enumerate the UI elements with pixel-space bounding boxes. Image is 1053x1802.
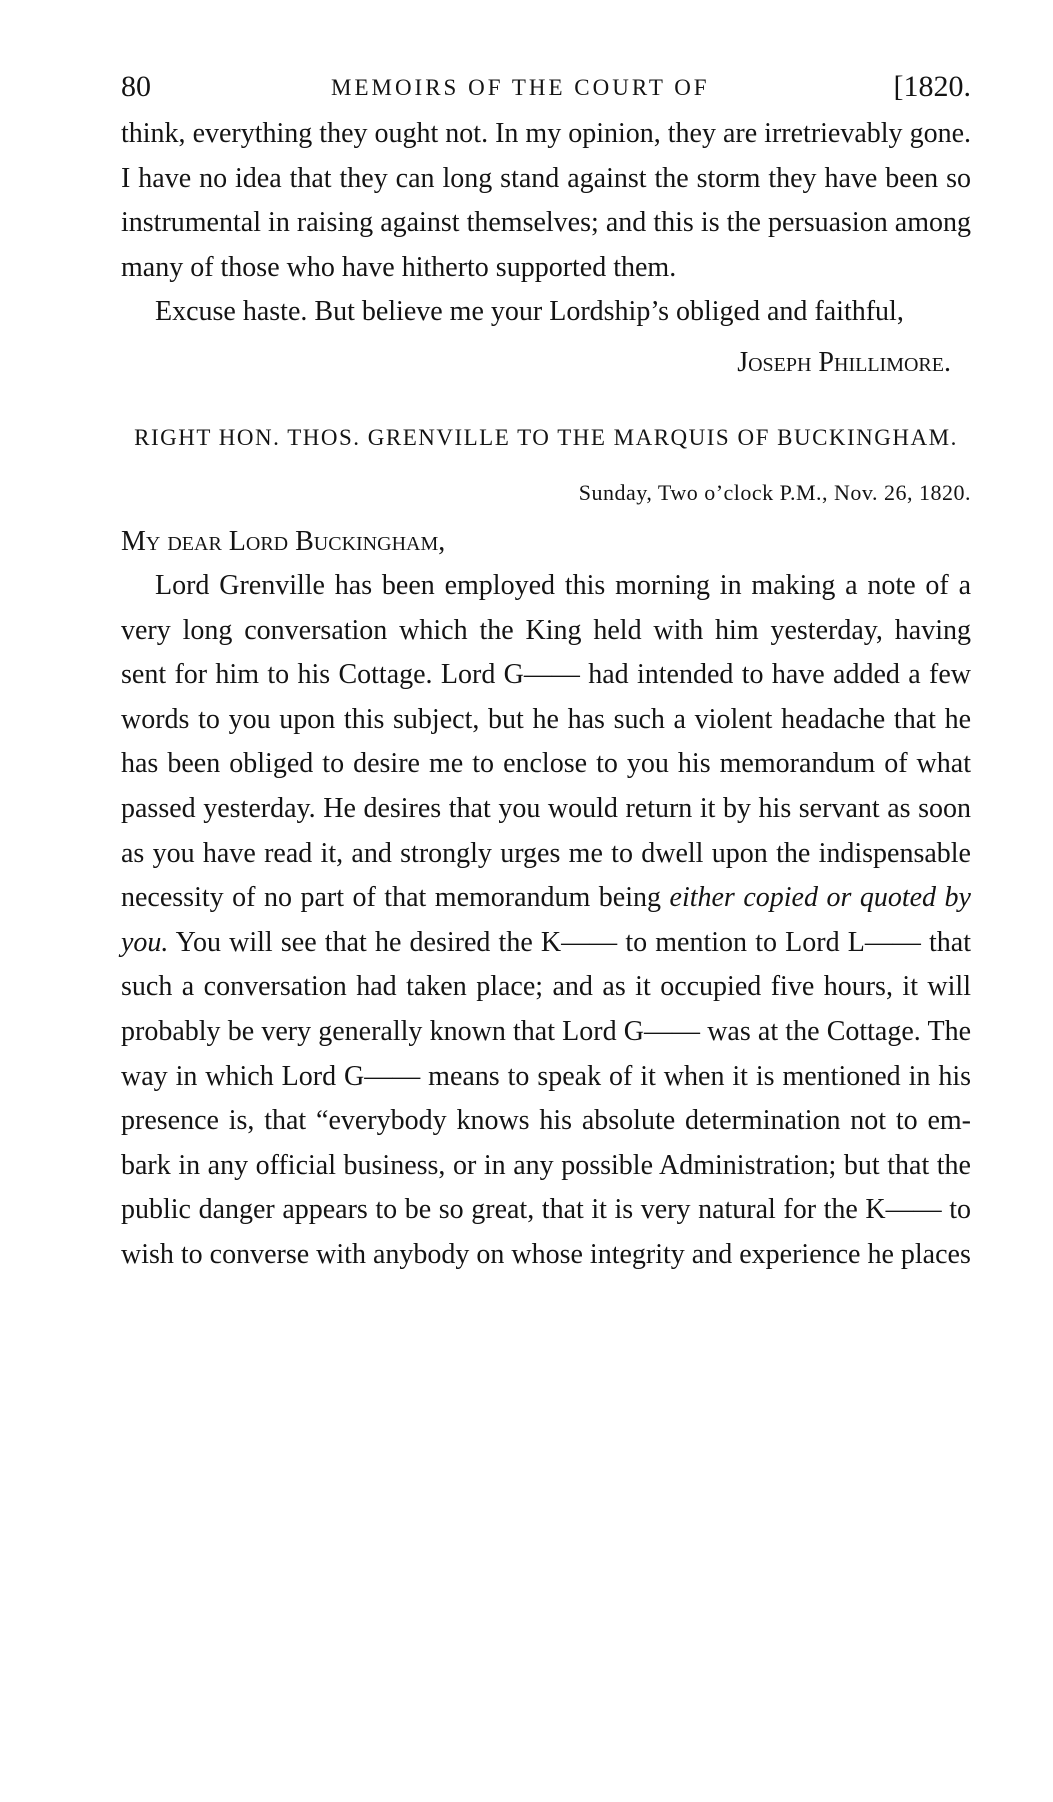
letter-body-text-continued: You will see that he desired the K—— to mention to Lord L—— that such a conversation had taken place; and as it occupied five hours, it will probably be very generally known that Lord G—— was at the Cottage. The way in which Lord G—— means to speak of it when it is mentioned in his presence is, that “everybody knows his absolute determination not to embark in any official business, or in any possible Administration; but that the public danger appears to be so great, that it is very natural for the K—— to wish to converse with anybody on whose integrity and experience he places bbox=[121, 926, 971, 1270]
letter-body bbox=[121, 564, 971, 1278]
running-year: [1820. bbox=[893, 70, 971, 103]
page-number: 80 bbox=[121, 70, 151, 103]
book-page bbox=[121, 62, 971, 1277]
letter-heading: RIGHT HON. THOS. GRENVILLE TO THE MARQUIS OF BUCKINGHAM. bbox=[134, 424, 958, 450]
previous-letter-closing: Excuse haste. But believe me your Lordship’s obliged and faithful, bbox=[155, 296, 904, 328]
signature: Joseph Phillimore. bbox=[737, 346, 951, 378]
previous-letter bbox=[121, 112, 971, 385]
letter-salutation: My dear Lord Buckingham, bbox=[121, 525, 446, 557]
letter-body-text: Lord Grenville has been employed this morning in making a note of a very long conversation which the King held with him yesterday, having sent for him to his Cottage. Lord G—— had intended to have added a few words to you upon this subject, but he has such a violent headache that he has been obliged to desire me to enclose to you his memorandum of what passed yesterday. He desires that you would return it by his servant as soon as you have read it, and strongly urges me to dwell upon the indispensable necessity of no part of that memorandum being bbox=[121, 569, 971, 914]
letter-dateline: Sunday, Two o’clock P.M., Nov. 26, 1820. bbox=[578, 479, 971, 505]
letter-body-italic: either copied or quoted by you. bbox=[121, 882, 971, 958]
previous-letter-paragraph: think, everything they ought not. In my opinion, they are irretrievably gone. I have no idea that they can long stand against the storm they have been so instrumental in raising against themselves; and this is the persuasion among many of those who have hitherto supported them. bbox=[121, 118, 971, 283]
running-title: MEMOIRS OF THE COURT OF bbox=[331, 75, 710, 100]
running-head bbox=[121, 62, 971, 112]
